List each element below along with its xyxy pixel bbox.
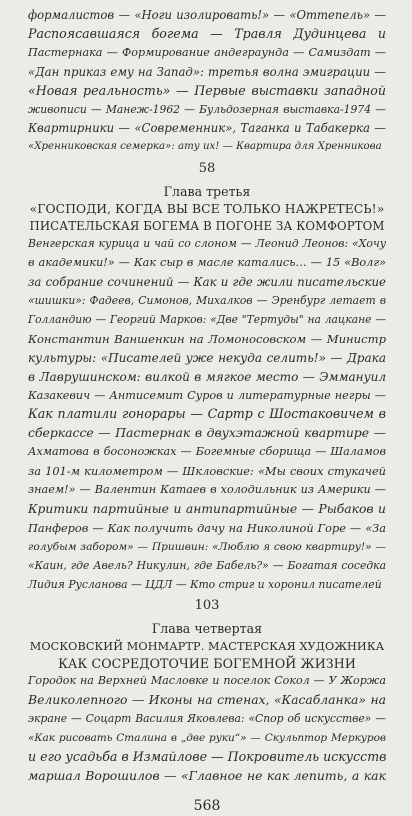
text-line: Панферов — Как получить дачу на Николиной Горе — «За (28, 520, 386, 535)
chapter4-text (28, 672, 386, 785)
chapter3-title (28, 201, 386, 235)
text-line: Пастернака — Формирование андеграунда — Самиздат — (28, 45, 386, 59)
chapter4-label: Глава четвертая (151, 621, 263, 637)
chapter3-text (28, 235, 386, 594)
text-line: живописи — Манеж-1962 — Бульдозерная выставка-1974 — (28, 102, 386, 116)
chapter3-title-line: ПИСАТЕЛЬСКАЯ БОГЕМА В ПОГОНЕ ЗА КОМФОРТОМ (29, 219, 385, 234)
text-line: за 101-м километром — Шкловские: «Мы своих стукачей (28, 464, 386, 479)
text-line: в академики!» — Как сыр в масле катались… — 15 «Волг» (28, 256, 386, 270)
text-line: за собрание сочинений — Как и где жили писательские (28, 275, 386, 290)
text-line: Венгерская курица и чай со слоном — Леонид Леонов: «Хочу (28, 237, 386, 251)
text-line: Великолепного — Иконы на стенах, «Касабланка» на (28, 693, 386, 708)
text-line: Ахматова в босоножках — Богемные сборища — Шаламов (28, 445, 386, 459)
section1-text (28, 6, 386, 157)
text-line: знаем!» — Валентин Катаев в холодильник из Америки — (28, 483, 386, 497)
text-line: «Хренниковская семерка»: ату их! — Квартира для Хренникова (28, 141, 382, 153)
text-line: «Дан приказ ему на Запад»: третья волна эмиграции — (28, 64, 386, 79)
text-line: «Каин, где Авель? Никулин, где Бабель?» — Богатая соседка (28, 558, 386, 572)
chapter3-label: Глава третья (163, 184, 251, 200)
text-line: Распоясавшаяся богема — Травля Дудинцева и (28, 25, 386, 41)
text-line: Как платили гонорары — Сартр с Шостаковичем в (28, 406, 386, 422)
chapter4-title-line: МОСКОВСКИЙ МОНМАРТР. МАСТЕРСКАЯ ХУДОЖНИКА (29, 640, 385, 654)
text-line: Казакевич — Антисемит Суров и литературные негры — (28, 388, 386, 402)
text-line: Лидия Русланова — ЦДЛ — Кто стриг и хоронил писателей (28, 577, 382, 591)
text-line: и его усадьба в Измайлове — Покровитель искусств (28, 749, 387, 765)
text-line: голубым забором» — Пришвин: «Люблю я свою квартиру!» — (28, 540, 386, 553)
section1-page-ref: 58 (198, 161, 216, 177)
text-line: культуры: «Писателей уже некуда селить!» — Драка (28, 350, 386, 365)
text-line: маршал Ворошилов — «Главное не как лепить, а как (28, 768, 386, 783)
text-line: сберкассе — Пастернак в двухэтажной квартире — (28, 425, 386, 441)
text-line: «Как рисовать Сталина в „две руки“» — Скульптор Меркуров (28, 732, 386, 745)
text-line: «Новая реальность» — Первые выставки западной (28, 82, 386, 98)
page-number: 568 (193, 797, 221, 814)
text-line: Городок на Верхней Масловке и поселок Сокол — У Жоржа (28, 674, 386, 688)
text-line: Критики партийные и антипартийные — Рыбаков и (28, 501, 386, 516)
chapter3-page-ref: 103 (194, 598, 220, 614)
text-line: формалистов — «Ноги изолировать!» — «Оттепель» — (28, 8, 386, 22)
text-line: Голландию — Георгий Марков: «Две "Тертуды" на лацкане — (28, 312, 386, 326)
text-line: в Лаврушинском: вилкой в мягкое место — Эммануил (28, 369, 386, 384)
chapter4-title (28, 638, 386, 672)
text-line: Квартирники — «Современник», Таганка и Табакерка — (28, 121, 386, 136)
chapter3-title-line: «ГОСПОДИ, КОГДА ВЫ ВСЕ ТОЛЬКО НАЖРЕТЕСЬ!» (29, 202, 385, 217)
text-line: Константин Ваншенкин на Ломоносовском — Министр (28, 331, 386, 346)
text-line: «шишки»: Фадеев, Симонов, Михалков — Эренбург летает в (28, 293, 386, 307)
text-line: экране — Соцарт Василия Яковлева: «Спор об искусстве» — (28, 712, 386, 726)
chapter4-title-line: КАК СОСРЕДОТОЧИЕ БОГЕМНОЙ ЖИЗНИ (58, 656, 356, 672)
